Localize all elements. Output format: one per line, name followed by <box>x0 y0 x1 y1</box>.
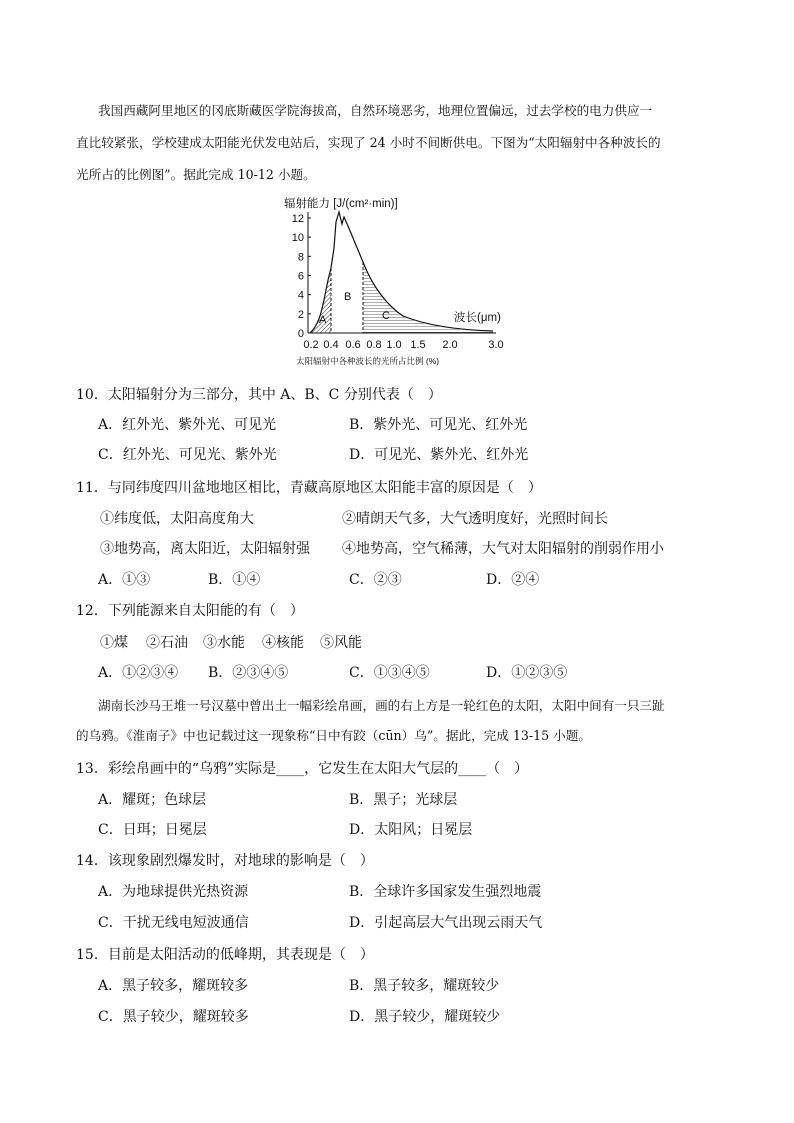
q12-option-d: D．①②③⑤ <box>486 665 568 681</box>
q13-option-b: B．黑子；光球层 <box>349 792 458 808</box>
q12-item-1: ①煤 <box>100 635 128 651</box>
q12-option-b: B．②③④⑤ <box>208 665 289 681</box>
q15-option-b: B．黑子较多，耀斑较少 <box>349 978 500 994</box>
q10-option-a: A．红外光、紫外光、可见光 <box>98 417 277 433</box>
q15-stem: 15．目前是太阳活动的低峰期，其表现是（ ） <box>76 947 374 963</box>
chart-xlabel: 波长(μm) <box>454 312 501 324</box>
q11-option-b: B．①④ <box>208 572 261 588</box>
q12-item-5: ⑤风能 <box>320 635 362 651</box>
q14-option-c: C．干扰无线电短波通信 <box>98 915 249 931</box>
q13-option-a: A．耀斑；色球层 <box>98 792 207 808</box>
q14-stem: 14．该现象剧烈爆发时，对地球的影响是（ ） <box>76 853 374 869</box>
q11-stem: 11．与同纬度四川盆地地区相比，青藏高原地区太阳能丰富的原因是（ ） <box>76 480 542 496</box>
x-tick-label: 1.5 <box>410 339 426 351</box>
q13-option-d: D．太阳风；日冕层 <box>349 822 473 838</box>
q10-option-b: B．紫外光、可见光、红外光 <box>349 417 528 433</box>
region-c-label: C <box>382 310 390 322</box>
x-tick-label: 1.0 <box>386 339 402 351</box>
q11-option-d: D．②④ <box>486 572 540 588</box>
x-tick-label: 3.0 <box>488 339 504 351</box>
q12-item-3: ③水能 <box>203 635 245 651</box>
y-tick-label: 6 <box>297 270 304 283</box>
q13-option-c: C．日珥；日冕层 <box>98 822 207 838</box>
q14-option-d: D．引起高层大气出现云雨天气 <box>349 915 543 931</box>
q11-option-a: A．①③ <box>98 572 151 588</box>
q14-option-b: B．全球许多国家发生强烈地震 <box>349 884 542 900</box>
intro2-line-1: 湖南长沙马王堆一号汉墓中曾出土一幅彩绘帛画，画的右上方是一轮红色的太阳，太阳中间有一只三趾 <box>98 698 665 713</box>
y-tick-label: 8 <box>297 251 304 264</box>
q11-item-4: ④地势高，空气稀薄，大气对太阳辐射的削弱作用小 <box>342 541 664 557</box>
x-tick-label: 0.8 <box>366 339 382 351</box>
q15-option-d: D．黑子较少，耀斑较少 <box>349 1009 501 1025</box>
q11-item-1: ①纬度低，太阳高度角大 <box>100 511 254 527</box>
x-tick-label: 0.6 <box>345 339 361 351</box>
intro1-line-1: 我国西藏阿里地区的冈底斯藏医学院海拔高，自然环境恶劣，地理位置偏远，过去学校的电力供应一 <box>98 103 653 118</box>
q12-item-2: ②石油 <box>146 635 188 651</box>
q12-option-c: C．①③④⑤ <box>349 665 430 681</box>
region-a-label: A <box>319 314 327 326</box>
y-tick-label: 0 <box>297 328 304 340</box>
y-tick-label: 4 <box>297 289 304 302</box>
intro1-line-2: 直比较紧张，学校建成太阳能光伏发电站后，实现了 24 小时不间断供电。下图为“太阳辐射中各种波长的 <box>76 135 661 150</box>
y-tick-label: 12 <box>291 213 304 225</box>
intro1-line-3: 光所占的比例图”。据此完成 10-12 小题。 <box>76 167 316 182</box>
q13-stem: 13．彩绘帛画中的“乌鸦”实际是____，它发生在太阳大气层的____（ ） <box>76 761 529 777</box>
q11-option-c: C．②③ <box>349 572 402 588</box>
q11-item-2: ②晴朗天气多，大气透明度好，光照时间长 <box>342 511 608 527</box>
x-tick-label: 0.4 <box>323 339 339 351</box>
q12-stem: 12．下列能源来自太阳能的有（ ） <box>76 603 304 619</box>
q10-option-c: C．红外光、可见光、紫外光 <box>98 447 277 463</box>
q10-stem: 10．太阳辐射分为三部分，其中 A、B、C 分别代表（ ） <box>76 387 442 403</box>
q12-item-4: ④核能 <box>262 635 304 651</box>
solar-radiation-chart <box>278 188 523 368</box>
y-tick-label: 2 <box>297 308 304 321</box>
intro2-line-2: 的乌鸦。《淮南子》中也记载过这一现象称“日中有跤（cūn）乌”。据此，完成 13-15 小题。 <box>76 728 591 743</box>
q15-option-c: C．黑子较少，耀斑较多 <box>98 1009 249 1025</box>
x-tick-label: 0.2 <box>303 339 319 351</box>
chart-ylabel: 辐射能力 [J/(cm²·min)] <box>284 198 398 210</box>
q15-option-a: A．黑子较多，耀斑较多 <box>98 978 249 994</box>
q12-option-a: A．①②③④ <box>98 665 179 681</box>
region-b-label: B <box>344 291 352 303</box>
x-tick-label: 2.0 <box>442 339 458 351</box>
q14-option-a: A．为地球提供光热资源 <box>98 884 249 900</box>
q10-option-d: D．可见光、紫外光、红外光 <box>349 447 529 463</box>
q11-item-3: ③地势高，离太阳近，太阳辐射强 <box>100 541 310 557</box>
y-tick-label: 10 <box>291 232 304 245</box>
chart-caption: 太阳辐射中各种波长的光所占比例 (%) <box>296 356 440 366</box>
